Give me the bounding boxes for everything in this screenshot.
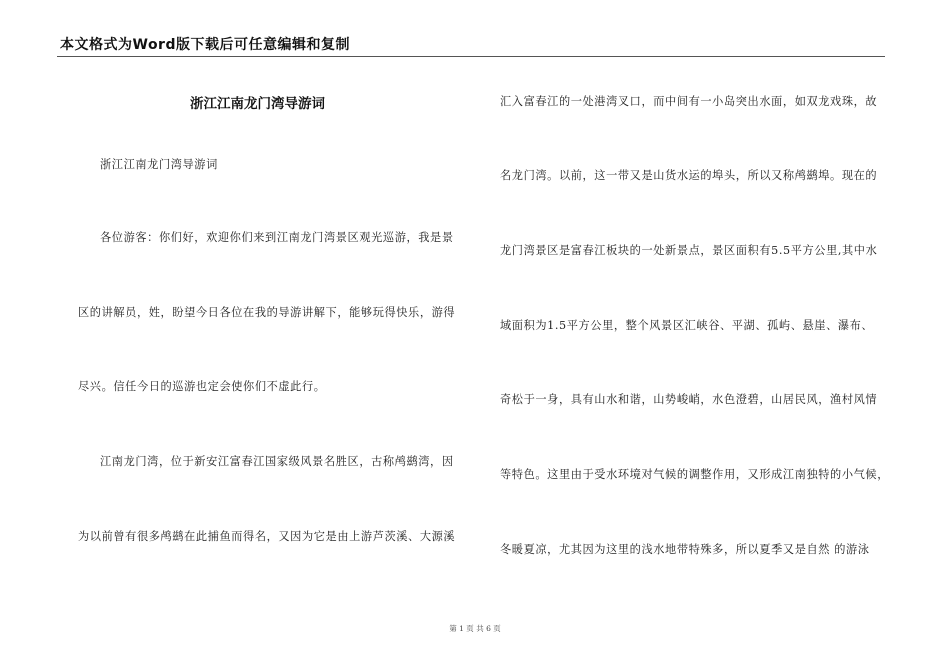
page-indicator: 第 1 页 共 6 页 (449, 624, 501, 633)
paragraph-line: 为以前曾有很多鸬鹚在此捕鱼而得名，又因为它是由上游芦茨溪、大源溪 (78, 530, 456, 543)
paragraph-line: 浙江江南龙门湾导游词 (100, 158, 218, 171)
paragraph-line: 冬暖夏凉，尤其因为这里的浅水地带特殊多，所以夏季又是自然 的游泳 (500, 543, 870, 556)
paragraph-line: 等特色。这里由于受水环境对气候的调整作用，又形成江南独特的小气候， (500, 468, 889, 481)
header-banner: 本文格式为Word版下载后可任意编辑和复制 (60, 37, 350, 53)
paragraph-line: 江南龙门湾，位于新安江富春江国家级风景名胜区，古称鸬鹚湾，因 (100, 455, 454, 468)
document-header (57, 30, 885, 57)
paragraph-line: 名龙门湾。以前，这一带又是山货水运的埠头，所以又称鸬鹚埠。现在的 (500, 169, 878, 182)
paragraph-line: 尽兴。信任今日的巡游也定会使你们不虚此行。 (78, 380, 326, 393)
document-title: 浙江江南龙门湾导游词 (190, 96, 325, 112)
paragraph-line: 域面积为1.5平方公里，整个风景区汇峡谷、平湖、孤屿、悬崖、瀑布、 (500, 319, 874, 332)
paragraph-line: 各位游客：你们好，欢迎你们来到江南龙门湾景区观光巡游，我是景 (100, 231, 454, 244)
paragraph-line: 区的讲解员，姓，盼望今日各位在我的导游讲解下，能够玩得快乐，游得 (78, 306, 456, 319)
paragraph-line: 龙门湾景区是富春江板块的一处新景点，景区面积有5.5平方公里,其中水 (500, 244, 878, 257)
paragraph-line: 汇入富春江的一处港湾叉口，而中间有一小岛突出水面，如双龙戏珠，故 (500, 95, 878, 108)
paragraph-line: 奇松于一身，具有山水和谐，山势峻峭，水色澄碧，山居民风，渔村风情 (500, 393, 878, 406)
